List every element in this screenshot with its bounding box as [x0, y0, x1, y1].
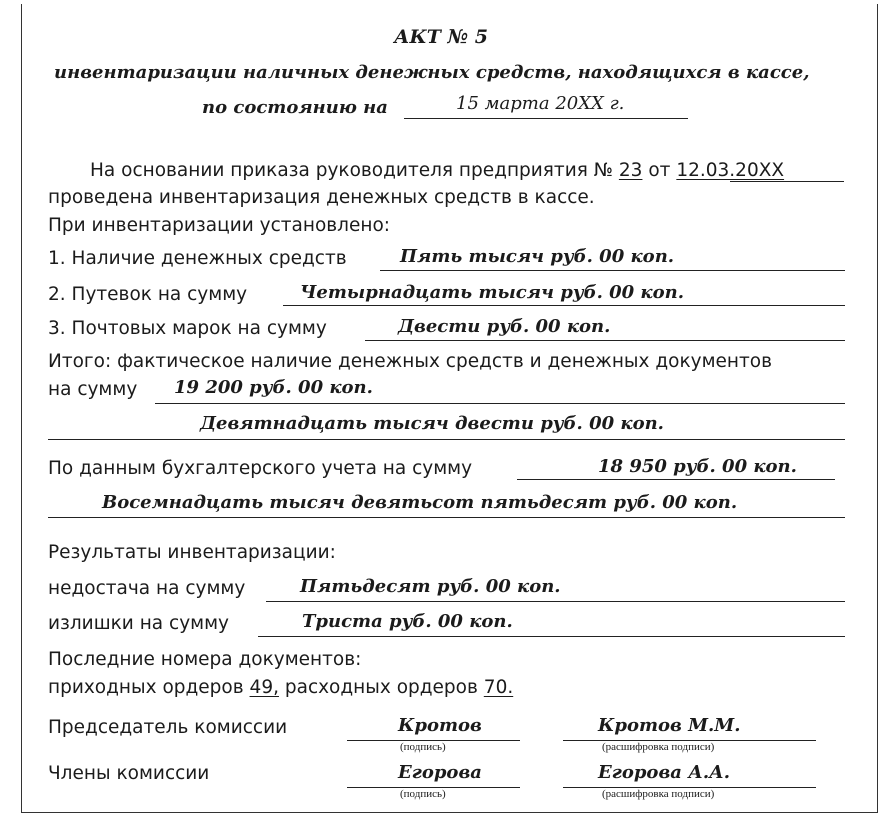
intro-basis-prefix: На основании приказа руководителя предприятия № — [90, 160, 613, 181]
chair-name: Кротов М.М. — [598, 715, 741, 736]
item-vouchers-value: Четырнадцать тысяч руб. 00 коп. — [300, 282, 684, 303]
intro-basis — [90, 160, 784, 181]
surplus-value: Триста руб. 00 коп. — [302, 611, 513, 632]
chair-signature-caption: (подпись) — [400, 741, 446, 753]
member-signature: Егорова — [398, 762, 482, 783]
total-label-line2: на сумму — [48, 379, 138, 400]
accounting-value-underline — [517, 479, 835, 480]
item-cash-label: 1. Наличие денежных средств — [48, 248, 347, 269]
members-label: Члены комиссии — [48, 763, 210, 784]
order-number: 23 — [618, 160, 643, 181]
intro-line2: проведена инвентаризация денежных средств в кассе. — [48, 187, 595, 208]
item-cash-underline — [380, 270, 845, 271]
member-name-caption: (расшифровка подписи) — [602, 788, 715, 800]
item-stamps-label: 3. Почтовых марок на сумму — [48, 318, 327, 339]
shortage-underline — [266, 601, 845, 602]
member-signature-caption: (подпись) — [400, 788, 446, 800]
surplus-underline — [258, 636, 845, 637]
docs-heading: Последние номера документов: — [48, 649, 362, 670]
date-label: по состоянию на — [202, 97, 388, 118]
date-value: 15 марта 20XX г. — [456, 93, 625, 114]
total-label-line1: Итого: фактическое наличие денежных средств и денежных документов — [48, 351, 773, 372]
accounting-words-underline — [48, 517, 845, 518]
chair-name-caption: (расшифровка подписи) — [602, 741, 715, 753]
intro-line3: При инвентаризации установлено: — [48, 215, 391, 236]
order-date: 12.03.20XX — [676, 160, 785, 181]
item-vouchers-label: 2. Путевок на сумму — [48, 284, 248, 305]
chair-label: Председатель комиссии — [48, 717, 288, 738]
outgoing-orders-value: 70. — [483, 677, 514, 698]
incoming-orders-value: 49, — [249, 677, 279, 698]
member-name: Егорова А.А. — [598, 762, 731, 783]
results-heading: Результаты инвентаризации: — [48, 542, 336, 563]
accounting-label: По данным бухгалтерского учета на сумму — [48, 458, 473, 479]
outgoing-orders-label: расходных ордеров — [284, 677, 478, 698]
accounting-value-words: Восемнадцать тысяч девятьсот пятьдесят руб. 00 коп. — [102, 492, 738, 513]
item-cash-value: Пять тысяч руб. 00 коп. — [400, 246, 675, 267]
total-value-words: Девятнадцать тысяч двести руб. 00 коп. — [200, 413, 664, 434]
total-value: 19 200 руб. 00 коп. — [174, 377, 373, 398]
shortage-value: Пятьдесят руб. 00 коп. — [300, 576, 561, 597]
accounting-value: 18 950 руб. 00 коп. — [598, 456, 797, 477]
date-underline — [404, 118, 688, 119]
total-words-underline — [48, 439, 845, 440]
item-stamps-underline — [365, 340, 845, 341]
total-value-underline — [155, 403, 845, 404]
act-title: АКТ № 5 — [394, 26, 488, 48]
surplus-label: излишки на сумму — [48, 613, 230, 634]
act-subtitle: инвентаризации наличных денежных средств, находящихся в кассе, — [54, 62, 810, 83]
chair-signature: Кротов — [398, 715, 482, 736]
shortage-label: недостача на сумму — [48, 578, 246, 599]
docs-numbers — [48, 677, 513, 698]
item-vouchers-underline — [283, 305, 845, 306]
intro-from-word: от — [648, 160, 671, 181]
order-date-underline — [730, 181, 844, 182]
incoming-orders-label: приходных ордеров — [48, 677, 244, 698]
item-stamps-value: Двести руб. 00 коп. — [398, 316, 611, 337]
